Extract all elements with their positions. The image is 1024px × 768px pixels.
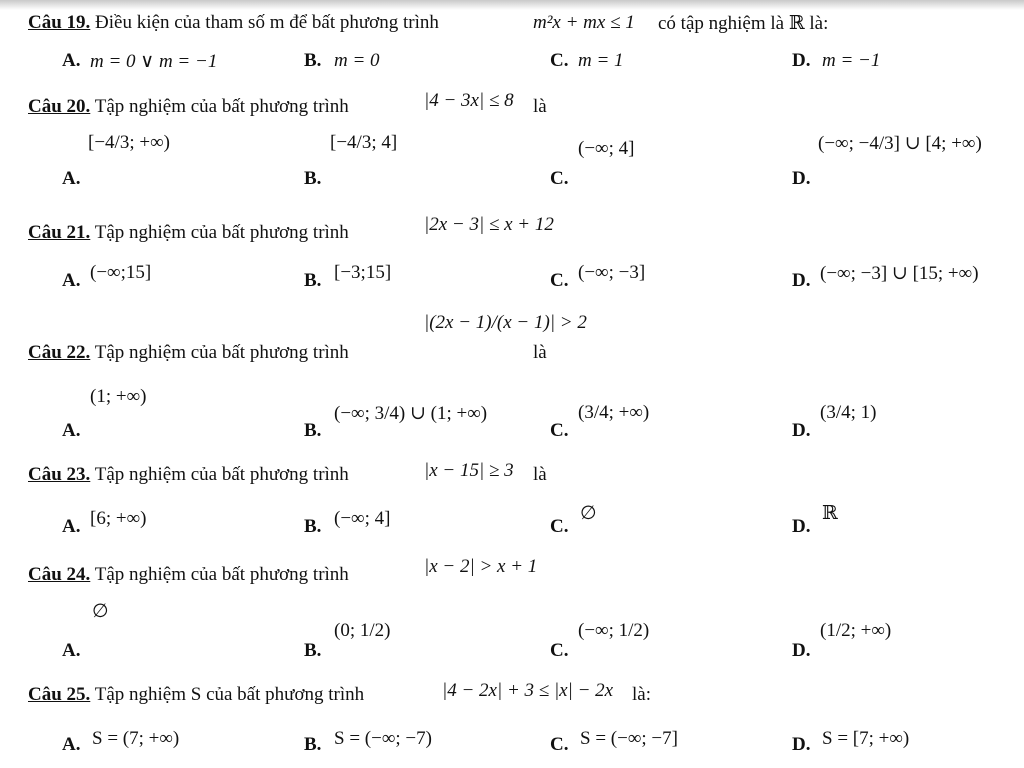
question-20 <box>28 88 1008 198</box>
option-label: C. <box>550 516 569 537</box>
option-label: C. <box>550 270 569 291</box>
question-text: Tập nghiệm của bất phương trình <box>94 564 349 585</box>
option-value: (−∞; 4] <box>578 138 635 159</box>
option-value: m = 1 <box>578 50 624 71</box>
question-tail: là: <box>632 684 651 705</box>
top-shadow <box>0 0 1024 10</box>
question-number: Câu 19. <box>28 12 91 33</box>
question-math: |x − 2| > x + 1 <box>424 556 538 577</box>
question-number: Câu 21. <box>28 222 91 243</box>
question-23 <box>28 456 1008 548</box>
option-label: D. <box>792 640 811 661</box>
option-label: A. <box>62 734 81 755</box>
option-value: m = 0 ∨ m = −1 <box>90 51 218 72</box>
option-value: (3/4; 1) <box>820 402 877 423</box>
question-text: Điều kiện của tham số m để bất phương trình <box>95 12 439 33</box>
option-label: A. <box>62 640 81 661</box>
option-value: m = 0 <box>334 50 380 71</box>
option-label: A. <box>62 168 81 189</box>
option-label: D. <box>792 516 811 537</box>
question-number: Câu 23. <box>28 464 91 485</box>
question-text: Tập nghiệm của bất phương trình <box>94 464 349 485</box>
option-label: B. <box>304 640 322 661</box>
option-label: B. <box>304 516 322 537</box>
option-label: C. <box>550 50 569 71</box>
question-stem <box>28 464 349 486</box>
question-math: |4 − 2x| + 3 ≤ |x| − 2x <box>442 680 614 701</box>
option-label: B. <box>304 168 322 189</box>
option-value: S = (−∞; −7] <box>580 728 678 749</box>
question-stem <box>28 12 439 34</box>
question-text: Tập nghiệm của bất phương trình <box>94 342 349 363</box>
question-stem <box>28 342 349 364</box>
option-value: (−∞; 4] <box>334 508 391 529</box>
question-stem <box>28 564 349 586</box>
option-label: A. <box>62 270 81 291</box>
option-value: (−∞; −4/3] ∪ [4; +∞) <box>818 133 982 154</box>
question-text: Tập nghiệm S của bất phương trình <box>94 684 365 705</box>
question-math: |(2x − 1)/(x − 1)| > 2 <box>424 312 587 333</box>
option-label: D. <box>792 420 811 441</box>
question-number: Câu 25. <box>28 684 91 705</box>
question-text: Tập nghiệm của bất phương trình <box>94 96 349 117</box>
option-value: (1/2; +∞) <box>820 620 892 641</box>
question-number: Câu 24. <box>28 564 91 585</box>
option-value: S = (7; +∞) <box>92 728 180 749</box>
question-tail: có tập nghiệm là ℝ là: <box>658 13 829 34</box>
question-22 <box>28 302 1008 448</box>
option-label: A. <box>62 420 81 441</box>
question-stem <box>28 222 349 244</box>
question-stem <box>28 96 349 118</box>
option-value: m = −1 <box>822 50 881 71</box>
option-value: ∅ <box>580 503 597 524</box>
option-value: (−∞;15] <box>90 262 152 283</box>
question-24 <box>28 552 1008 672</box>
option-label: A. <box>62 516 81 537</box>
question-math: m²x + mx ≤ 1 <box>533 12 635 33</box>
question-stem <box>28 684 364 706</box>
option-label: B. <box>304 420 322 441</box>
option-value: ∅ <box>92 601 109 622</box>
option-label: D. <box>792 734 811 755</box>
option-value: (−∞; −3] <box>578 262 646 283</box>
option-label: B. <box>304 50 322 71</box>
option-label: C. <box>550 640 569 661</box>
option-label: C. <box>550 420 569 441</box>
question-number: Câu 22. <box>28 342 91 363</box>
option-value: [−4/3; +∞) <box>88 132 170 153</box>
option-label: B. <box>304 270 322 291</box>
option-value: [−4/3; 4] <box>330 132 398 153</box>
question-math: |x − 15| ≥ 3 <box>424 460 514 481</box>
option-label: A. <box>62 50 81 71</box>
option-label: D. <box>792 270 811 291</box>
option-value: (−∞; 1/2) <box>578 620 650 641</box>
option-value: S = (−∞; −7) <box>334 728 432 749</box>
option-value: (3/4; +∞) <box>578 402 650 423</box>
option-label: B. <box>304 734 322 755</box>
question-number: Câu 20. <box>28 96 91 117</box>
option-label: D. <box>792 168 811 189</box>
question-math: |2x − 3| ≤ x + 12 <box>424 214 554 235</box>
option-value: S = [7; +∞) <box>822 728 910 749</box>
question-math: |4 − 3x| ≤ 8 <box>424 90 514 111</box>
question-text: Tập nghiệm của bất phương trình <box>94 222 349 243</box>
option-label: C. <box>550 168 569 189</box>
question-25 <box>28 676 1008 766</box>
option-label: D. <box>792 50 811 71</box>
option-value: [−3;15] <box>334 262 392 283</box>
option-value: [6; +∞) <box>90 508 147 529</box>
question-tail: là <box>533 342 547 363</box>
option-label: C. <box>550 734 569 755</box>
option-value: (−∞; −3] ∪ [15; +∞) <box>820 263 979 284</box>
option-value: (1; +∞) <box>90 386 147 407</box>
question-21 <box>28 208 1008 300</box>
option-value: (−∞; 3/4) ∪ (1; +∞) <box>334 403 488 424</box>
option-value: ℝ <box>822 503 838 524</box>
option-value: (0; 1/2) <box>334 620 391 641</box>
question-tail: là <box>533 96 547 117</box>
question-tail: là <box>533 464 547 485</box>
question-19 <box>28 10 1008 80</box>
